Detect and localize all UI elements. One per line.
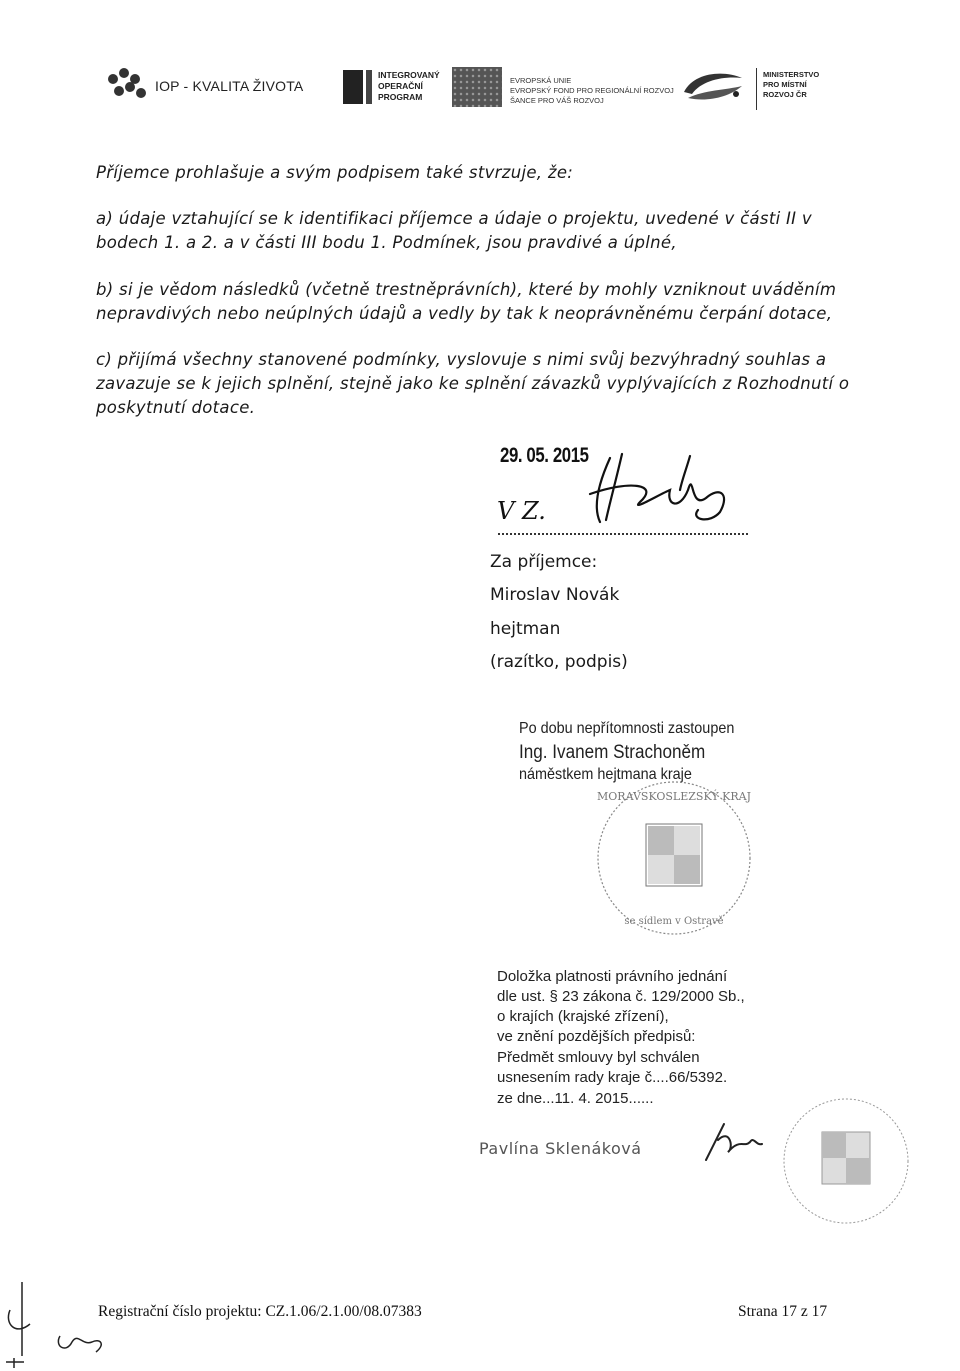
ministry-line: MINISTERSTVO <box>763 70 820 79</box>
standin-line-1: Po dobu nepřítomnosti zastoupen <box>519 720 735 737</box>
iop-label: IOP - KVALITA ŽIVOTA <box>155 78 304 94</box>
iop-program-logo-icon <box>343 70 363 104</box>
eu-flag-icon <box>452 67 502 107</box>
regional-seal-icon <box>594 778 754 938</box>
iop-program-line: INTEGROVANÝ <box>378 70 440 80</box>
stamp-note: (razítko, podpis) <box>490 652 628 672</box>
eu-line: EVROPSKÁ UNIE <box>510 76 572 85</box>
iop-program-line: PROGRAM <box>378 92 423 102</box>
iop-program-line: OPERAČNÍ <box>378 81 423 91</box>
for-recipient-label: Za příjemce: <box>490 552 598 572</box>
ministry-text <box>763 70 819 100</box>
clause-line: o krajích (krajské zřízení), <box>497 1008 669 1025</box>
signatory-name: Miroslav Novák <box>490 585 620 605</box>
date-stamp: 29. 05. 2015 <box>500 444 589 467</box>
clause-line: Doložka platnosti právního jednání <box>497 968 728 985</box>
ministry-divider <box>756 68 757 110</box>
handwritten-signature-hejtman <box>570 450 750 530</box>
ministry-line: ROZVOJ ČR <box>763 90 807 99</box>
standin-line-2: Ing. Ivanem Strachoněm <box>519 742 706 763</box>
clause-line: ve znění pozdějších předpisů: <box>497 1028 696 1045</box>
iop-program-logo-bar <box>366 70 372 104</box>
clause-line: ze dne...11. 4. 2015...... <box>497 1090 654 1107</box>
eu-line: ŠANCE PRO VÁŠ ROZVOJ <box>510 96 604 105</box>
iop-logo-icon <box>108 68 154 104</box>
declaration-item-b: b) si je vědom následků (včetně trestněprávních), které by mohly vzniknout uváděním nepravdivých nebo neúplných údajů a vedly by tak k neoprávněnému čerpání dotace, <box>96 280 837 323</box>
svg-text:MORAVSKOSLEZSKÝ KRAJ: MORAVSKOSLEZSKÝ KRAJ <box>597 790 751 803</box>
ministry-logo-icon <box>680 68 746 106</box>
standin-line-3: náměstkem hejtmana kraje <box>519 766 692 783</box>
signature-line <box>498 533 748 535</box>
eu-text <box>510 76 674 106</box>
svg-text:se sídlem v Ostravě: se sídlem v Ostravě <box>624 916 724 927</box>
handwritten-signature-clause <box>700 1118 770 1166</box>
signing-place: V Z. <box>497 497 546 525</box>
iop-program-text <box>378 70 440 103</box>
clause-signer-name: Pavlína Sklenáková <box>479 1139 642 1158</box>
signatory-role: hejtman <box>490 619 561 639</box>
page-number: Strana 17 z 17 <box>738 1303 828 1320</box>
clause-line: Předmět smlouvy byl schválen <box>497 1049 700 1066</box>
clause-line: dle ust. § 23 zákona č. 129/2000 Sb., <box>497 988 745 1005</box>
declaration-item-a: a) údaje vztahující se k identifikaci příjemce a údaje o projektu, uvedené v části II v bodech 1. a 2. a v části III bodu 1. Podmínek, jsou pravdivé a úplné, <box>96 209 812 252</box>
registration-number: Registrační číslo projektu: CZ.1.06/2.1.00/08.07383 <box>98 1303 422 1320</box>
declaration-intro: Příjemce prohlašuje a svým podpisem také stvrzuje, že: <box>96 163 574 182</box>
regional-seal-small-icon <box>776 1094 916 1228</box>
margin-initials <box>0 1280 110 1370</box>
eu-line: EVROPSKÝ FOND PRO REGIONÁLNÍ ROZVOJ <box>510 86 674 95</box>
declaration-item-c: c) přijímá všechny stanovené podmínky, vyslovuje s nimi svůj bezvýhradný souhlas a zavazuje se k jejich splnění, stejně jako ke splnění závazků vyplývajících z Rozhodnutí o poskytnutí dotace. <box>96 350 850 417</box>
clause-line: usnesením rady kraje č....66/5392. <box>497 1069 728 1086</box>
ministry-line: PRO MÍSTNÍ <box>763 80 807 89</box>
